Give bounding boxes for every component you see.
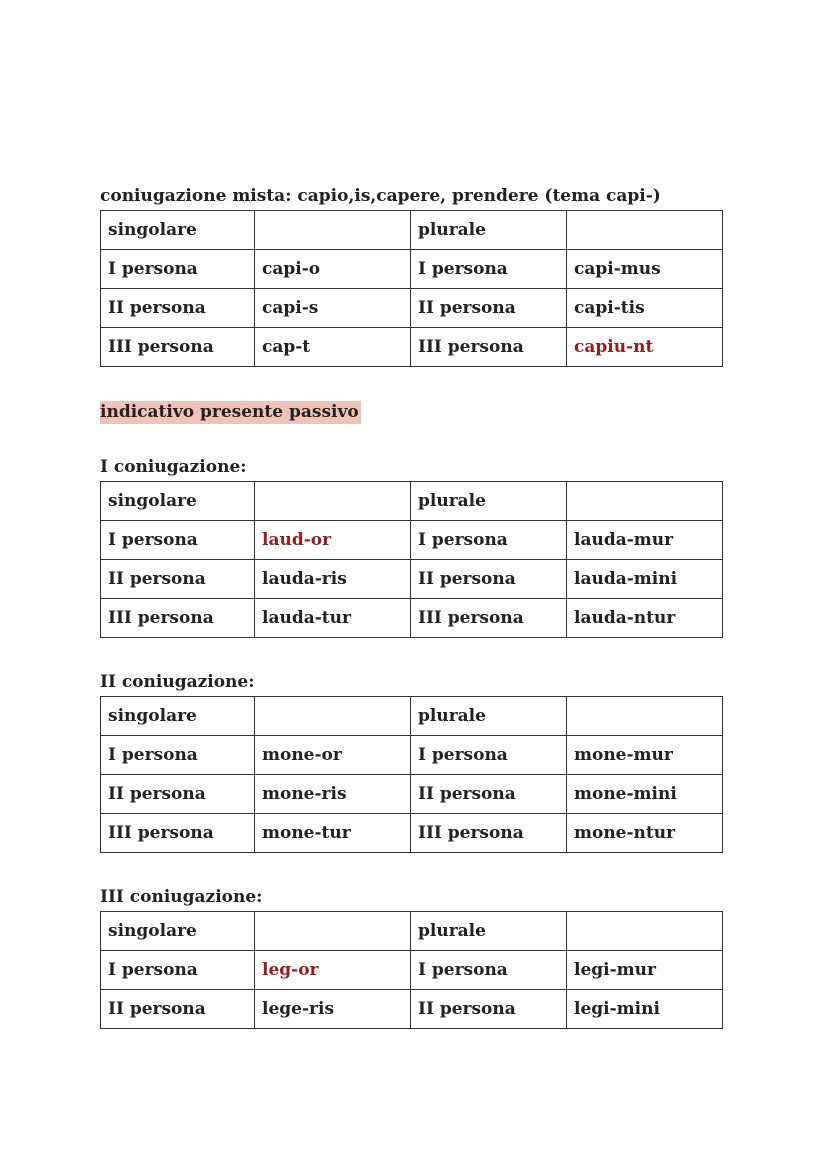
table-row (101, 211, 723, 250)
table-cell: I persona (101, 521, 255, 560)
table-cell-highlighted: capiu-nt (567, 328, 723, 367)
table-cell: mone-tur (255, 814, 411, 853)
table-cell: singolare (101, 482, 255, 521)
table-cell (255, 211, 411, 250)
table-cell: I persona (101, 736, 255, 775)
table-cell: II persona (101, 990, 255, 1029)
table-cell: mone-mini (567, 775, 723, 814)
table-cell: III persona (411, 814, 567, 853)
table-cell: II persona (101, 775, 255, 814)
table-cell: lege-ris (255, 990, 411, 1029)
table-cell: II persona (101, 289, 255, 328)
table-row (101, 599, 723, 638)
table-cell: mone-ris (255, 775, 411, 814)
table-cell: plurale (411, 482, 567, 521)
table-row (101, 814, 723, 853)
table-cell: lauda-ris (255, 560, 411, 599)
table-cell (255, 697, 411, 736)
table-cell: cap-t (255, 328, 411, 367)
table-cell: III persona (411, 328, 567, 367)
passive-section-title (100, 401, 361, 423)
table-cell: capi-s (255, 289, 411, 328)
table-cell: legi-mini (567, 990, 723, 1029)
table-row (101, 697, 723, 736)
table-cell: capi-o (255, 250, 411, 289)
table-cell: I persona (101, 951, 255, 990)
table-cell-highlighted: laud-or (255, 521, 411, 560)
table-row (101, 990, 723, 1029)
table-cell: I persona (101, 250, 255, 289)
table-cell: lauda-ntur (567, 599, 723, 638)
table-cell: I persona (411, 521, 567, 560)
conjugation-table-third (100, 911, 723, 1029)
table-cell (567, 482, 723, 521)
table-cell: plurale (411, 697, 567, 736)
table-cell: plurale (411, 211, 567, 250)
table-cell-highlighted: leg-or (255, 951, 411, 990)
table-cell: II persona (411, 560, 567, 599)
section-heading-first: I coniugazione: (100, 457, 247, 477)
table-cell (255, 482, 411, 521)
table-cell: III persona (411, 599, 567, 638)
table-cell: II persona (101, 560, 255, 599)
section-heading-mista: coniugazione mista: capio,is,capere, prendere (tema capi-) (100, 186, 661, 206)
table-cell: II persona (411, 775, 567, 814)
table-cell: III persona (101, 599, 255, 638)
highlighted-title-text: indicativo presente passivo (100, 402, 359, 422)
table-row (101, 328, 723, 367)
table-cell: plurale (411, 912, 567, 951)
table-row (101, 775, 723, 814)
table-cell: lauda-tur (255, 599, 411, 638)
conjugation-table-second (100, 696, 723, 853)
table-cell: lauda-mini (567, 560, 723, 599)
table-cell: I persona (411, 951, 567, 990)
table-cell: legi-mur (567, 951, 723, 990)
conjugation-table-first (100, 481, 723, 638)
table-cell: mone-ntur (567, 814, 723, 853)
table-row (101, 482, 723, 521)
table-cell (567, 697, 723, 736)
table-cell: lauda-mur (567, 521, 723, 560)
table-row (101, 912, 723, 951)
table-row (101, 250, 723, 289)
table-row (101, 521, 723, 560)
table-cell (567, 912, 723, 951)
table-cell: singolare (101, 697, 255, 736)
table-cell (255, 912, 411, 951)
table-row (101, 560, 723, 599)
table-row (101, 289, 723, 328)
section-heading-third: III coniugazione: (100, 887, 263, 907)
table-cell: I persona (411, 250, 567, 289)
table-cell (567, 211, 723, 250)
table-row (101, 736, 723, 775)
table-cell: I persona (411, 736, 567, 775)
table-cell: mone-mur (567, 736, 723, 775)
table-cell: III persona (101, 328, 255, 367)
table-cell: III persona (101, 814, 255, 853)
section-heading-second: II coniugazione: (100, 672, 255, 692)
table-cell: capi-mus (567, 250, 723, 289)
table-row (101, 951, 723, 990)
table-cell: II persona (411, 289, 567, 328)
table-cell: II persona (411, 990, 567, 1029)
table-cell: mone-or (255, 736, 411, 775)
table-cell: singolare (101, 912, 255, 951)
conjugation-table-mista (100, 210, 723, 367)
table-cell: singolare (101, 211, 255, 250)
table-cell: capi-tis (567, 289, 723, 328)
